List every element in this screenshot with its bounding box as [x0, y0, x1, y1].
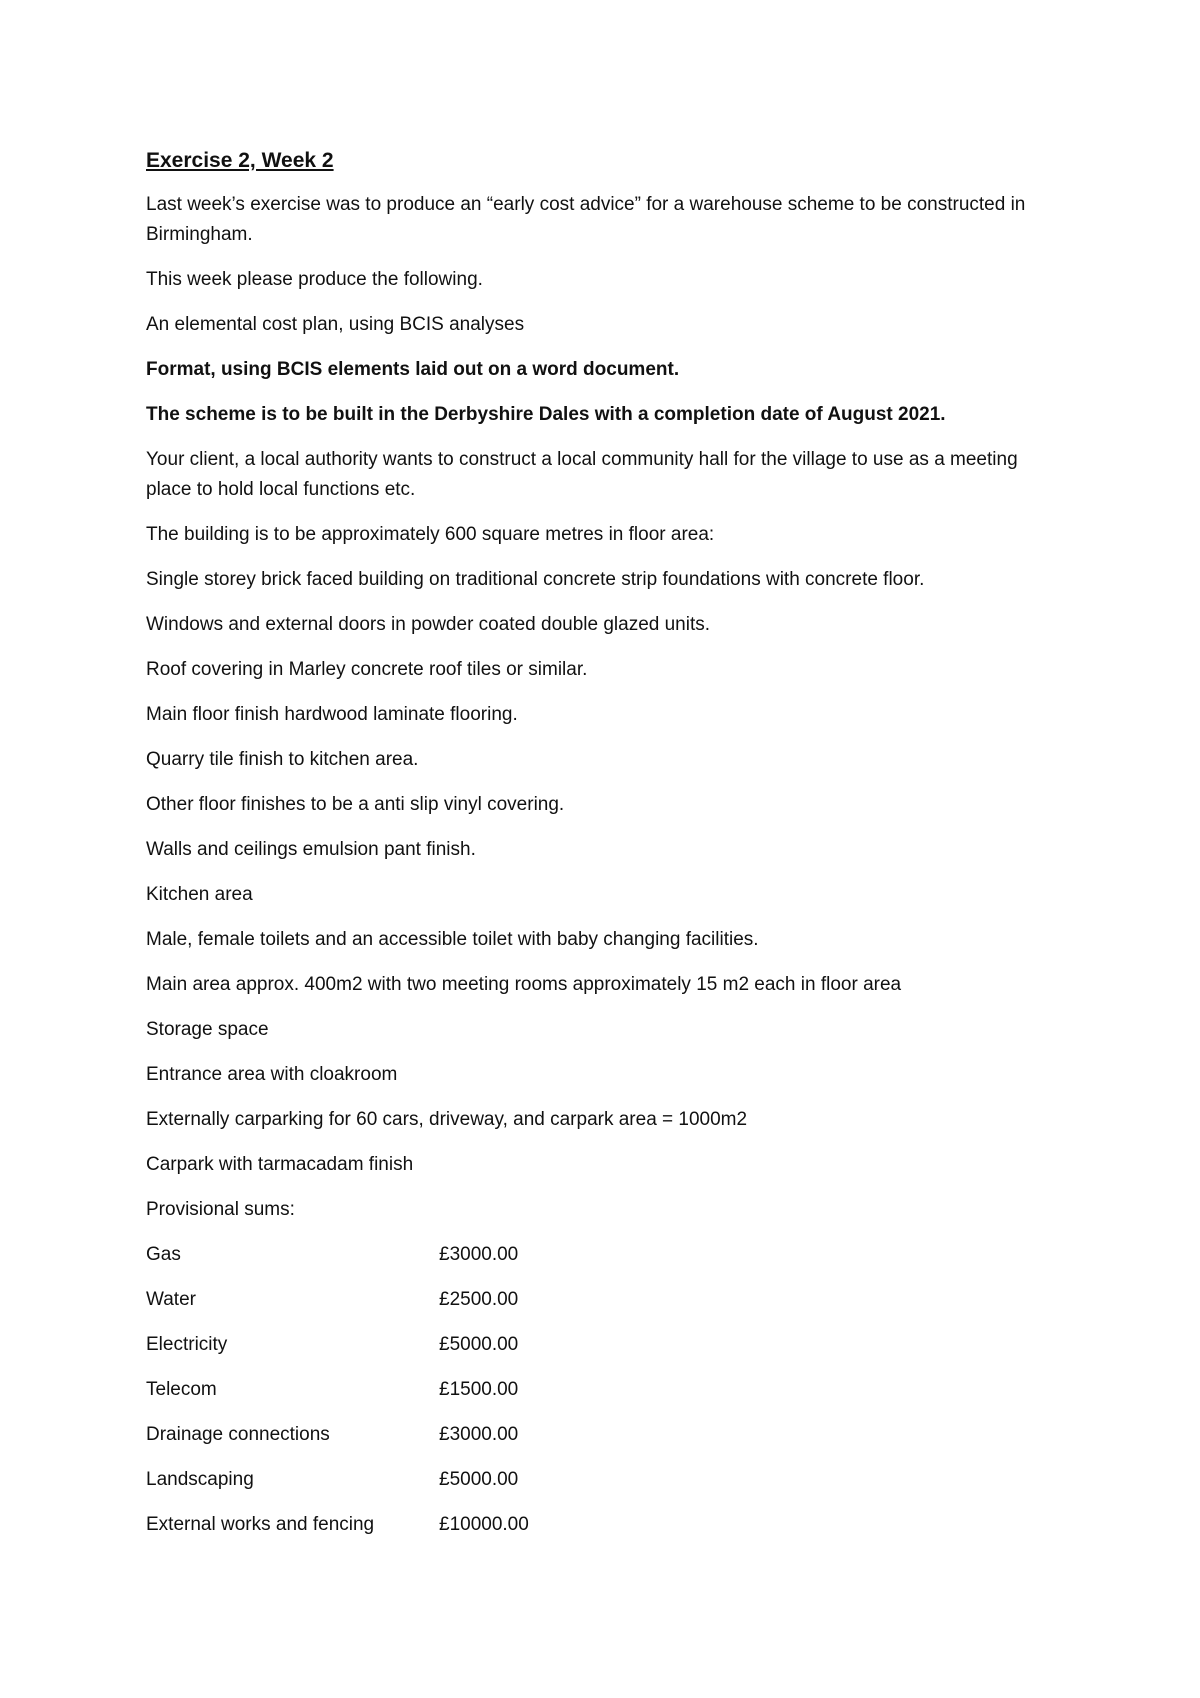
provisional-sum-amount: £5000.00 [439, 1469, 519, 1490]
provisional-sum-row [146, 1330, 1046, 1360]
document-page [146, 146, 1046, 1555]
provisional-sum-amount: £1500.00 [439, 1379, 519, 1400]
provisional-sum-row [146, 1285, 1046, 1315]
paragraph: Externally carparking for 60 cars, driveway, and carpark area = 1000m2 [146, 1109, 748, 1130]
paragraph: This week please produce the following. [146, 269, 483, 290]
paragraph: Windows and external doors in powder coated double glazed units. [146, 614, 711, 635]
paragraph: Kitchen area [146, 884, 253, 905]
provisional-sum-row [146, 1420, 1046, 1450]
provisional-sum-amount: £3000.00 [439, 1244, 519, 1265]
provisional-sum-row [146, 1465, 1046, 1495]
paragraph: Single storey brick faced building on traditional concrete strip foundations with concrete floor. [146, 569, 925, 590]
provisional-sum-label: Water [146, 1289, 196, 1310]
paragraph: Roof covering in Marley concrete roof tiles or similar. [146, 659, 588, 680]
paragraph-bold: Format, using BCIS elements laid out on a word document. [146, 359, 680, 380]
provisional-sum-row [146, 1510, 1046, 1540]
document-title: Exercise 2, Week 2 [146, 149, 334, 172]
paragraph: Storage space [146, 1019, 269, 1040]
provisional-sum-amount: £2500.00 [439, 1289, 519, 1310]
paragraph: Quarry tile finish to kitchen area. [146, 749, 419, 770]
provisional-sum-label: Landscaping [146, 1469, 254, 1490]
provisional-sums-heading: Provisional sums: [146, 1199, 295, 1220]
paragraph: The building is to be approximately 600 square metres in floor area: [146, 524, 715, 545]
paragraph: Carpark with tarmacadam finish [146, 1154, 414, 1175]
paragraph: Male, female toilets and an accessible toilet with baby changing facilities. [146, 929, 759, 950]
provisional-sum-amount: £5000.00 [439, 1334, 519, 1355]
provisional-sum-row [146, 1375, 1046, 1405]
paragraph: Your client, a local authority wants to construct a local community hall for the village to use as a meeting place to hold local functions etc. [146, 449, 1018, 500]
paragraph: Walls and ceilings emulsion pant finish. [146, 839, 476, 860]
paragraph: Main floor finish hardwood laminate flooring. [146, 704, 518, 725]
provisional-sum-amount: £10000.00 [439, 1514, 529, 1535]
paragraph: Last week’s exercise was to produce an “early cost advice” for a warehouse scheme to be constructed in Birmingham. [146, 194, 1026, 245]
provisional-sum-label: Drainage connections [146, 1424, 330, 1445]
provisional-sum-amount: £3000.00 [439, 1424, 519, 1445]
paragraph-bold: The scheme is to be built in the Derbyshire Dales with a completion date of August 2021. [146, 404, 946, 425]
paragraph: Other floor finishes to be a anti slip vinyl covering. [146, 794, 565, 815]
provisional-sum-label: Telecom [146, 1379, 217, 1400]
provisional-sum-label: Gas [146, 1244, 181, 1265]
provisional-sum-row [146, 1240, 1046, 1270]
provisional-sum-label: External works and fencing [146, 1514, 375, 1535]
paragraph: Main area approx. 400m2 with two meeting rooms approximately 15 m2 each in floor area [146, 974, 902, 995]
paragraph: An elemental cost plan, using BCIS analyses [146, 314, 525, 335]
provisional-sum-label: Electricity [146, 1334, 228, 1355]
paragraph: Entrance area with cloakroom [146, 1064, 398, 1085]
provisional-sums-list [146, 1240, 1046, 1540]
